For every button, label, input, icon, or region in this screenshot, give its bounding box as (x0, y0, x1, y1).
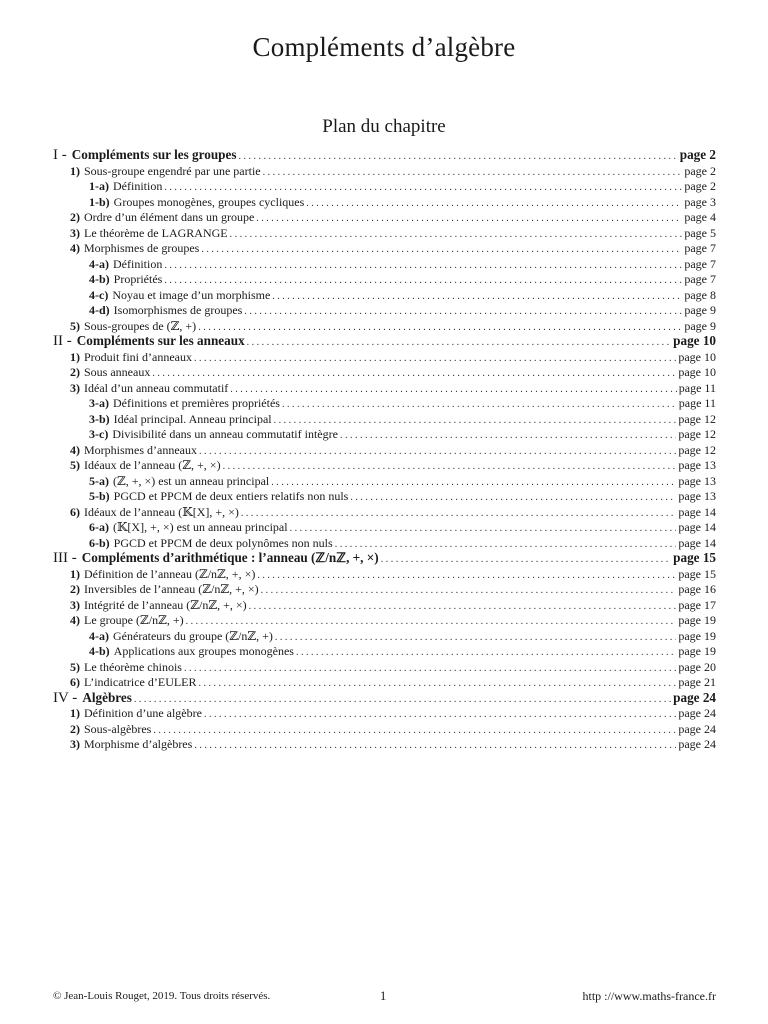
toc-entry-page: page 3 (684, 194, 716, 209)
toc-entry-number: 1-b) (89, 194, 110, 209)
toc-entry-number: 2) (70, 365, 80, 379)
toc-entry[interactable] (70, 659, 716, 675)
toc-entry-label: Inversibles de l’anneau (ℤ/nℤ, +, ×) (84, 582, 259, 596)
toc-entry-page: page 13 (678, 473, 716, 488)
toc-entry-number: 3) (70, 225, 80, 240)
toc-entry-page: page 20 (678, 659, 716, 674)
toc-entry-page: page 7 (684, 241, 716, 255)
toc-entry-number: 1) (70, 163, 80, 178)
toc-entry-label: Définition d’une algèbre (84, 706, 202, 720)
toc-entry-number: 4-c) (89, 287, 109, 302)
toc-entry-page: page 15 (673, 550, 716, 565)
toc-entry-page: page 15 (678, 566, 716, 581)
toc-entry-page: page 12 (678, 411, 716, 426)
toc-entry[interactable] (70, 209, 716, 225)
toc-entry-label: Noyau et image d’un morphisme (112, 287, 271, 302)
toc-entry-page: page 19 (678, 628, 716, 643)
toc-entry-label: (ℤ, +, ×) est un anneau principal (113, 473, 270, 488)
toc-entry-number: 4-a) (89, 628, 109, 643)
toc-entry[interactable] (89, 519, 716, 535)
toc-entry-page: page 7 (684, 272, 716, 286)
toc-entry-label: Divisibilité dans un anneau commutatif intègre (112, 427, 338, 441)
toc-entry-number: 6-a) (89, 520, 109, 534)
toc-entry[interactable] (89, 302, 716, 318)
toc-entry[interactable] (70, 736, 716, 752)
toc-entry-label: Le groupe (ℤ/nℤ, +) (84, 613, 184, 627)
toc-entry-label: Groupes monogènes, groupes cycliques (113, 194, 305, 209)
toc-entry-label: Compléments sur les anneaux (76, 333, 245, 348)
toc-entry-label: Sous-groupe engendré par une partie (84, 163, 261, 178)
toc-entry-label: PGCD et PPCM de deux entiers relatifs non nuls (113, 489, 349, 503)
toc-entry-number: 3-c) (89, 427, 109, 441)
toc-entry-number: 5-a) (89, 473, 109, 488)
toc-entry-label: Isomorphismes de groupes (113, 303, 243, 317)
toc-entry-label: Définition (113, 179, 163, 193)
toc-entry-label: Sous-groupes de (ℤ, +) (84, 318, 197, 333)
toc-entry-number: IV - (53, 689, 78, 706)
toc-entry-page: page 14 (678, 535, 716, 550)
toc-entry-label: PGCD et PPCM de deux polynômes non nuls (113, 535, 333, 550)
toc-entry-page: page 14 (678, 520, 716, 534)
toc-entry-number: 1) (70, 349, 80, 364)
toc-entry[interactable] (70, 318, 716, 334)
toc-entry-label: Sous anneaux (84, 365, 151, 379)
toc-entry[interactable] (70, 225, 716, 241)
toc-entry-number: 4) (70, 613, 80, 627)
toc-entry-page: page 13 (678, 489, 716, 503)
toc-entry-label: Le théorème chinois (84, 659, 182, 674)
toc-entry-page: page 24 (678, 721, 716, 736)
toc-entry-label: Idéal d’un anneau commutatif (84, 380, 229, 395)
toc-entry-page: page 24 (678, 737, 716, 751)
toc-entry-number: 3) (70, 380, 80, 395)
footer-page-number: 1 (380, 989, 387, 1003)
toc-entry[interactable] (70, 581, 716, 597)
toc-entry-number: 5) (70, 659, 80, 674)
toc-entry-page: page 5 (684, 225, 716, 240)
footer-url: http ://www.maths-france.fr (582, 989, 716, 1003)
toc-entry[interactable] (53, 550, 716, 566)
toc-entry[interactable] (89, 194, 716, 210)
toc-entry-number: 3) (70, 737, 80, 751)
toc-entry[interactable] (89, 488, 716, 504)
toc-entry-number: 3-a) (89, 396, 109, 410)
toc-entry-page: page 10 (678, 349, 716, 364)
toc-dot-leader (194, 738, 676, 754)
toc-entry-number: 1) (70, 706, 80, 720)
toc-entry-page: page 8 (684, 287, 716, 302)
toc-entry[interactable] (70, 349, 716, 365)
toc-entry-label: Propriétés (113, 272, 163, 286)
toc-entry-number: 2) (70, 210, 80, 224)
toc-entry-page: page 7 (684, 256, 716, 271)
toc-entry-number: 1) (70, 566, 80, 581)
toc-entry[interactable] (89, 628, 716, 644)
toc-entry-label: Sous-algèbres (84, 721, 152, 736)
toc-entry-label: Définition (113, 256, 163, 271)
toc-entry-page: page 21 (678, 675, 716, 689)
toc-entry-number: 3-b) (89, 411, 110, 426)
toc-entry[interactable] (70, 364, 716, 380)
toc-entry[interactable] (89, 426, 716, 442)
toc-entry[interactable] (70, 597, 716, 613)
toc-entry[interactable] (70, 705, 716, 721)
toc-entry-label: Ordre d’un élément dans un groupe (84, 210, 255, 224)
toc-entry-number: 4-b) (89, 644, 110, 658)
toc-entry-label: (𝕂[X], +, ×) est un anneau principal (113, 520, 288, 534)
toc-entry[interactable] (70, 457, 716, 473)
toc-entry[interactable] (70, 504, 716, 520)
toc-entry[interactable] (89, 178, 716, 194)
footer-copyright: © Jean-Louis Rouget, 2019. Tous droits réservés. (53, 990, 271, 1002)
toc-entry[interactable] (89, 395, 716, 411)
toc-entry-label: Idéal principal. Anneau principal (113, 411, 272, 426)
toc-entry-label: Idéaux de l’anneau (𝕂[X], +, ×) (84, 504, 239, 519)
toc-entry[interactable] (89, 287, 716, 303)
toc-entry-page: page 19 (678, 613, 716, 627)
toc-entry-page: page 2 (684, 179, 716, 193)
toc-entry[interactable] (70, 612, 716, 628)
toc-entry-label: Définitions et premières propriétés (113, 396, 280, 410)
toc-entry[interactable] (89, 411, 716, 427)
toc-entry-label: Applications aux groupes monogènes (113, 644, 294, 658)
toc-heading: Plan du chapitre (322, 116, 446, 137)
toc-entry[interactable] (70, 442, 716, 458)
toc-entry[interactable] (53, 690, 716, 706)
toc-entry-page: page 14 (678, 504, 716, 519)
toc-entry-number: 6) (70, 504, 80, 519)
toc-entry-page: page 19 (678, 644, 716, 658)
toc-entry-page: page 4 (684, 210, 716, 224)
toc-entry[interactable] (70, 674, 716, 690)
toc-entry-label: Générateurs du groupe (ℤ/nℤ, +) (113, 628, 273, 643)
toc-entry-label: Compléments d’arithmétique : l’anneau (ℤ/nℤ, +, ×) (81, 550, 379, 565)
toc-entry-page: page 24 (673, 689, 716, 705)
toc-entry-label: Morphisme d’algèbres (84, 737, 193, 751)
toc-entry-page: page 12 (678, 442, 716, 457)
toc-entry-number: III - (53, 550, 77, 566)
toc-entry-label: Définition de l’anneau (ℤ/nℤ, +, ×) (84, 566, 256, 581)
toc-entry-page: page 10 (678, 365, 716, 379)
toc-entry[interactable] (89, 256, 716, 272)
toc-entry-number: 6) (70, 675, 80, 689)
toc-entry-number: 2) (70, 721, 80, 736)
toc-entry-label: Morphismes de groupes (84, 241, 200, 255)
toc-entry-label: Produit fini d’anneaux (84, 349, 192, 364)
toc-entry[interactable] (70, 240, 716, 256)
toc-entry[interactable] (53, 147, 716, 163)
toc-entry[interactable] (70, 163, 716, 179)
toc-entry-number: 2) (70, 582, 80, 596)
toc-entry-number: 4) (70, 241, 80, 255)
toc-entry[interactable] (53, 333, 716, 349)
toc-entry-page: page 10 (673, 333, 716, 348)
toc-entry[interactable] (89, 535, 716, 551)
toc-entry[interactable] (89, 271, 716, 287)
toc-entry-page: page 12 (678, 427, 716, 441)
toc-entry[interactable] (70, 380, 716, 396)
toc-entry-number: 4-a) (89, 256, 109, 271)
document-title: Compléments d’algèbre (252, 32, 516, 62)
toc-entry-number: 4-b) (89, 272, 110, 286)
toc-entry-label: Compléments sur les groupes (71, 147, 237, 162)
toc-entry-page: page 11 (678, 380, 716, 395)
toc-entry-number: I - (53, 147, 67, 163)
toc-entry-page: page 11 (678, 396, 716, 410)
toc-entry-page: page 9 (684, 303, 716, 317)
toc-entry-number: 6-b) (89, 535, 110, 550)
toc-entry[interactable] (70, 721, 716, 737)
toc-entry-label: L’indicatrice d’EULER (84, 675, 197, 689)
toc-entry-page: page 2 (679, 147, 716, 162)
toc-entry-number: 4-d) (89, 303, 110, 317)
toc-entry-label: Morphismes d’anneaux (84, 442, 197, 457)
toc-entry[interactable] (89, 473, 716, 489)
toc-entry-number: 5-b) (89, 489, 110, 503)
toc-entry-number: II - (53, 333, 72, 349)
toc-entry-number: 5) (70, 458, 80, 472)
toc-entry-number: 5) (70, 318, 80, 333)
toc-entry-page: page 17 (678, 597, 716, 612)
toc-entry-page: page 13 (678, 458, 716, 472)
toc-entry-number: 4) (70, 442, 80, 457)
toc-entry-label: Intégrité de l’anneau (ℤ/nℤ, +, ×) (84, 597, 247, 612)
toc-entry-label: Idéaux de l’anneau (ℤ, +, ×) (84, 458, 221, 472)
toc-entry-page: page 2 (684, 163, 716, 178)
toc-entry-page: page 16 (678, 582, 716, 596)
toc-entry-page: page 9 (684, 318, 716, 333)
toc-entry-label: Algèbres (82, 689, 132, 705)
toc-entry-label: Le théorème de LAGRANGE (84, 225, 228, 240)
toc-entry[interactable] (70, 566, 716, 582)
toc-entry[interactable] (89, 643, 716, 659)
toc-entry-page: page 24 (678, 706, 716, 720)
toc-entry-number: 1-a) (89, 179, 109, 193)
toc-entry-number: 3) (70, 597, 80, 612)
